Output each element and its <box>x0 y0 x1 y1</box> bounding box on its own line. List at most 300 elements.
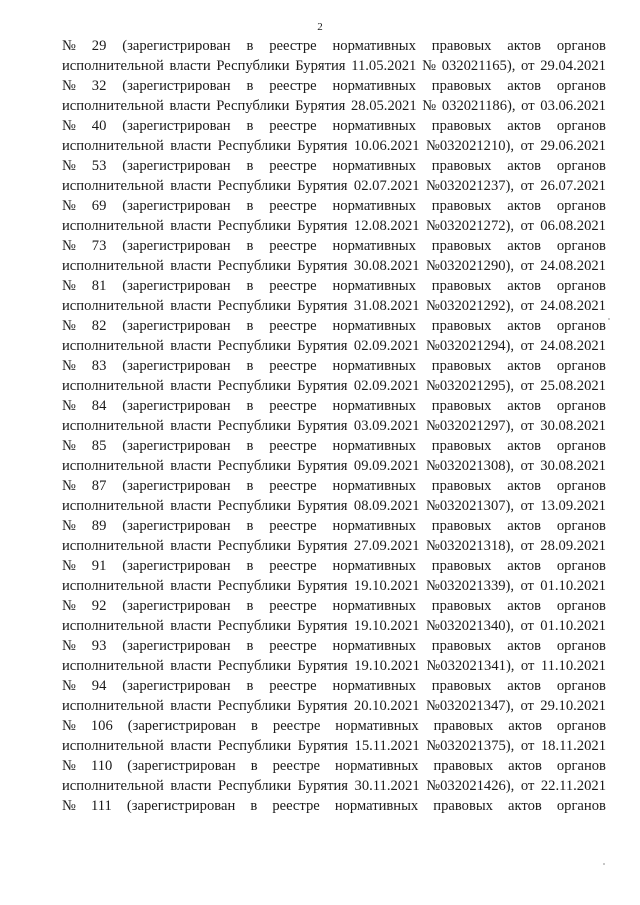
word: исполнительной <box>62 498 164 514</box>
entry-heading-line <box>62 276 606 296</box>
word: № <box>62 358 76 374</box>
word: №032021318), <box>425 538 515 554</box>
word: № <box>422 58 436 74</box>
word: органов <box>556 478 606 494</box>
word: (зарегистрирован <box>122 638 231 654</box>
word: актов <box>507 358 542 374</box>
word: №032021272), <box>425 218 515 234</box>
word: №032021307), <box>425 498 515 514</box>
word: в <box>246 38 254 54</box>
word: №032021340), <box>425 618 515 634</box>
word: (зарегистрирован <box>122 358 231 374</box>
word: Бурятия <box>297 298 348 314</box>
entry-registration-line <box>62 176 606 196</box>
word: власти <box>170 258 212 274</box>
word: исполнительной <box>62 218 164 234</box>
word: реестре <box>272 718 321 734</box>
entry-registration-line <box>62 96 606 116</box>
entry-heading-line <box>62 236 606 256</box>
word: 032021186), <box>441 98 516 114</box>
word: актов <box>508 718 542 734</box>
word: органов <box>556 198 606 214</box>
word: Бурятия <box>297 258 348 274</box>
word: актов <box>507 158 542 174</box>
word: 106 <box>90 718 113 734</box>
word: №032021347), <box>425 698 515 714</box>
word: органов <box>556 558 606 574</box>
word: актов <box>508 798 542 814</box>
entry-heading-line <box>62 76 606 96</box>
word: 89 <box>91 518 107 534</box>
word: правовых <box>431 398 492 414</box>
word: Республики <box>217 458 291 474</box>
entry-registration-line <box>62 496 606 516</box>
entry-heading-line <box>62 716 606 736</box>
document-body <box>62 36 606 816</box>
word: (зарегистрирован <box>127 758 236 774</box>
word: 20.10.2021 <box>353 698 420 714</box>
word: № <box>62 798 76 814</box>
word: от <box>520 778 535 794</box>
word: 30.08.2021 <box>540 458 606 474</box>
word: правовых <box>431 38 492 54</box>
word: органов <box>556 758 606 774</box>
word: правовых <box>431 158 492 174</box>
word: (зарегистрирован <box>122 158 231 174</box>
word: власти <box>170 458 212 474</box>
word: № <box>62 518 76 534</box>
entry-heading-line <box>62 396 606 416</box>
reference-entry <box>62 396 606 436</box>
word: нормативных <box>334 798 419 814</box>
reference-entry <box>62 76 606 116</box>
reference-entry <box>62 116 606 156</box>
word: от <box>520 538 534 554</box>
word: нормативных <box>332 438 416 454</box>
word: №032021294), <box>425 338 515 354</box>
word: правовых <box>431 558 492 574</box>
word: №032021341), <box>426 658 515 674</box>
word: 24.08.2021 <box>540 338 606 354</box>
word: в <box>246 438 254 454</box>
word: власти <box>169 58 211 74</box>
word: 69 <box>91 198 107 214</box>
word: в <box>246 518 254 534</box>
word: 09.09.2021 <box>353 458 420 474</box>
word: власти <box>170 658 212 674</box>
reference-entry <box>62 796 606 816</box>
word: органов <box>556 798 606 814</box>
word: (зарегистрирован <box>122 518 231 534</box>
entry-heading-line <box>62 196 606 216</box>
word: Бурятия <box>297 178 348 194</box>
entry-heading-line <box>62 356 606 376</box>
entry-heading-line <box>62 756 606 776</box>
word: Республики <box>217 658 292 674</box>
word: 27.09.2021 <box>353 538 420 554</box>
word: 15.11.2021 <box>354 738 420 754</box>
word: 10.06.2021 <box>353 138 420 154</box>
word: нормативных <box>332 318 416 334</box>
word: 82 <box>91 318 107 334</box>
word: от <box>521 98 535 114</box>
reference-entry <box>62 436 606 476</box>
word: от <box>520 618 534 634</box>
entry-heading-line <box>62 156 606 176</box>
word: исполнительной <box>62 698 164 714</box>
word: власти <box>170 138 212 154</box>
entry-heading-line <box>62 316 606 336</box>
word: 83 <box>91 358 107 374</box>
word: Республики <box>217 498 291 514</box>
word: актов <box>507 398 542 414</box>
word: 24.08.2021 <box>540 258 606 274</box>
word: актов <box>507 678 542 694</box>
word: органов <box>556 38 606 54</box>
word: исполнительной <box>62 298 164 314</box>
word: правовых <box>431 118 492 134</box>
entry-registration-line <box>62 736 606 756</box>
entry-registration-line <box>62 56 606 76</box>
word: реестре <box>272 758 321 774</box>
entry-registration-line <box>62 136 606 156</box>
word: органов <box>556 158 606 174</box>
word: власти <box>170 218 212 234</box>
word: реестре <box>269 238 317 254</box>
word: в <box>246 78 254 94</box>
word: реестре <box>269 678 317 694</box>
word: органов <box>556 518 606 534</box>
word: № <box>422 98 437 114</box>
word: Республики <box>217 578 291 594</box>
word: №032021375), <box>426 738 515 754</box>
word: 11.10.2021 <box>540 658 606 674</box>
word: правовых <box>431 598 492 614</box>
word: 29.06.2021 <box>540 138 606 154</box>
word: 28.09.2021 <box>540 538 606 554</box>
word: реестре <box>269 318 317 334</box>
word: № <box>62 118 76 134</box>
word: Бурятия <box>297 698 348 714</box>
word: 85 <box>91 438 107 454</box>
page-number: 2 <box>317 21 323 33</box>
word: власти <box>170 338 212 354</box>
word: правовых <box>431 238 492 254</box>
word: Бурятия <box>297 498 348 514</box>
word: нормативных <box>335 718 419 734</box>
word: нормативных <box>332 278 416 294</box>
word: №032021210), <box>425 138 515 154</box>
word: исполнительной <box>62 538 164 554</box>
word: органов <box>556 318 606 334</box>
word: 08.09.2021 <box>353 498 420 514</box>
word: нормативных <box>332 558 416 574</box>
word: 31.08.2021 <box>353 298 420 314</box>
word: в <box>246 478 254 494</box>
word: от <box>520 578 534 594</box>
word: Бурятия <box>297 738 348 754</box>
word: Республики <box>217 338 291 354</box>
word: в <box>246 558 254 574</box>
word: нормативных <box>332 478 416 494</box>
word: (зарегистрирован <box>122 478 231 494</box>
reference-entry <box>62 556 606 596</box>
word: №032021308), <box>425 458 515 474</box>
entry-registration-line <box>62 256 606 276</box>
word: (зарегистрирован <box>122 438 231 454</box>
word: в <box>246 398 254 414</box>
word: актов <box>507 558 542 574</box>
word: 81 <box>91 278 107 294</box>
word: от <box>520 698 534 714</box>
word: 111 <box>91 798 112 814</box>
word: правовых <box>433 718 494 734</box>
word: от <box>520 658 535 674</box>
entry-registration-line <box>62 576 606 596</box>
word: исполнительной <box>62 58 164 74</box>
entry-heading-line <box>62 116 606 136</box>
word: Республики <box>218 738 292 754</box>
word: № <box>62 158 76 174</box>
entry-registration-line <box>62 336 606 356</box>
word: 03.09.2021 <box>353 418 420 434</box>
word: 94 <box>91 678 107 694</box>
reference-entry <box>62 236 606 276</box>
word: органов <box>556 278 606 294</box>
word: органов <box>556 438 606 454</box>
word: власти <box>170 298 212 314</box>
word: (зарегистрирован <box>122 598 231 614</box>
reference-entry <box>62 356 606 396</box>
word: в <box>250 798 258 814</box>
word: власти <box>170 578 212 594</box>
word: актов <box>507 598 542 614</box>
word: нормативных <box>332 678 416 694</box>
word: исполнительной <box>62 618 164 634</box>
word: № <box>62 318 76 334</box>
word: 01.10.2021 <box>540 618 606 634</box>
word: в <box>246 238 254 254</box>
word: актов <box>507 238 542 254</box>
word: (зарегистрирован <box>127 718 237 734</box>
word: исполнительной <box>62 658 164 674</box>
word: (зарегистрирован <box>122 38 231 54</box>
word: актов <box>507 118 542 134</box>
scan-speck <box>603 863 605 865</box>
word: реестре <box>269 78 317 94</box>
word: актов <box>507 278 542 294</box>
word: №032021290), <box>425 258 515 274</box>
entry-heading-line <box>62 436 606 456</box>
word: нормативных <box>332 198 416 214</box>
reference-entry <box>62 276 606 316</box>
word: исполнительной <box>62 338 164 354</box>
word: Республики <box>217 618 291 634</box>
entry-heading-line <box>62 796 606 816</box>
word: 032021165), <box>441 58 516 74</box>
word: № <box>62 38 76 54</box>
word: Бурятия <box>297 138 348 154</box>
word: в <box>246 198 254 214</box>
word: 30.08.2021 <box>353 258 420 274</box>
reference-entry <box>62 596 606 636</box>
word: органов <box>556 78 606 94</box>
word: 29.10.2021 <box>540 698 606 714</box>
word: (зарегистрирован <box>122 318 231 334</box>
word: органов <box>556 358 606 374</box>
word: 18.11.2021 <box>540 738 606 754</box>
word: актов <box>507 198 542 214</box>
reference-entry <box>62 196 606 236</box>
word: нормативных <box>332 78 416 94</box>
word: органов <box>556 638 606 654</box>
entry-registration-line <box>62 416 606 436</box>
word: исполнительной <box>62 378 164 394</box>
entry-registration-line <box>62 776 606 796</box>
word: правовых <box>431 358 492 374</box>
word: 24.08.2021 <box>540 298 606 314</box>
word: 06.08.2021 <box>540 218 606 234</box>
word: (зарегистрирован <box>122 78 231 94</box>
entry-heading-line <box>62 596 606 616</box>
word: Республики <box>217 418 291 434</box>
word: 22.11.2021 <box>540 778 606 794</box>
word: 12.08.2021 <box>353 218 420 234</box>
entry-heading-line <box>62 676 606 696</box>
word: Бурятия <box>297 458 348 474</box>
word: №032021292), <box>425 298 515 314</box>
word: 03.06.2021 <box>540 98 606 114</box>
word: от <box>520 458 534 474</box>
word: в <box>251 718 258 734</box>
word: Республики <box>217 538 291 554</box>
word: 92 <box>91 598 107 614</box>
word: правовых <box>431 198 492 214</box>
reference-entry <box>62 476 606 516</box>
word: 01.10.2021 <box>540 578 606 594</box>
word: исполнительной <box>62 458 164 474</box>
word: актов <box>507 318 542 334</box>
word: Республики <box>217 698 291 714</box>
word: Республики <box>217 138 291 154</box>
word: правовых <box>431 638 492 654</box>
word: актов <box>507 78 542 94</box>
word: № <box>62 598 76 614</box>
reference-entry <box>62 516 606 556</box>
word: нормативных <box>335 758 419 774</box>
word: исполнительной <box>62 578 164 594</box>
word: власти <box>170 538 212 554</box>
entry-registration-line <box>62 216 606 236</box>
word: нормативных <box>332 118 416 134</box>
word: власти <box>170 498 212 514</box>
word: реестре <box>269 38 317 54</box>
reference-entry <box>62 36 606 76</box>
word: реестре <box>269 518 317 534</box>
word: №032021237), <box>425 178 515 194</box>
word: власти <box>170 618 212 634</box>
word: актов <box>507 638 542 654</box>
word: Республики <box>218 778 292 794</box>
word: 73 <box>91 238 107 254</box>
entry-heading-line <box>62 476 606 496</box>
word: в <box>246 278 254 294</box>
word: Бурятия <box>297 658 348 674</box>
word: 87 <box>91 478 107 494</box>
word: Республики <box>216 58 290 74</box>
reference-entry <box>62 676 606 716</box>
word: актов <box>508 758 542 774</box>
word: 25.08.2021 <box>540 378 606 394</box>
word: в <box>246 158 254 174</box>
word: в <box>246 678 254 694</box>
word: реестре <box>269 478 317 494</box>
word: от <box>520 178 534 194</box>
word: нормативных <box>332 358 416 374</box>
word: 30.11.2021 <box>354 778 420 794</box>
word: № <box>62 438 76 454</box>
word: 40 <box>91 118 107 134</box>
word: Бурятия <box>297 338 348 354</box>
word: в <box>246 638 254 654</box>
word: № <box>62 638 76 654</box>
word: от <box>520 298 534 314</box>
word: № <box>62 198 76 214</box>
word: правовых <box>431 78 492 94</box>
word: органов <box>556 678 606 694</box>
word: власти <box>170 698 212 714</box>
word: Республики <box>217 378 291 394</box>
word: исполнительной <box>62 418 164 434</box>
word: 26.07.2021 <box>540 178 606 194</box>
word: (зарегистрирован <box>122 238 231 254</box>
word: 19.10.2021 <box>354 658 420 674</box>
word: нормативных <box>332 238 416 254</box>
word: нормативных <box>332 598 416 614</box>
word: в <box>246 598 254 614</box>
word: органов <box>556 598 606 614</box>
entry-registration-line <box>62 696 606 716</box>
word: власти <box>170 378 212 394</box>
word: нормативных <box>332 398 416 414</box>
word: власти <box>170 418 212 434</box>
word: реестре <box>269 638 317 654</box>
word: актов <box>507 518 542 534</box>
word: № <box>62 478 76 494</box>
word: правовых <box>431 278 492 294</box>
word: правовых <box>431 478 492 494</box>
word: нормативных <box>332 638 416 654</box>
word: 110 <box>90 758 113 774</box>
word: № <box>62 758 76 774</box>
word: правовых <box>431 518 492 534</box>
word: реестре <box>269 358 317 374</box>
word: нормативных <box>332 38 416 54</box>
word: актов <box>507 438 542 454</box>
word: органов <box>556 718 606 734</box>
word: Бурятия <box>295 58 346 74</box>
word: власти <box>169 98 211 114</box>
word: Бурятия <box>297 538 348 554</box>
word: в <box>246 358 254 374</box>
word: власти <box>170 778 212 794</box>
word: 02.09.2021 <box>353 378 420 394</box>
word: (зарегистрирован <box>122 398 231 414</box>
word: исполнительной <box>62 178 164 194</box>
word: Республики <box>216 98 290 114</box>
entry-registration-line <box>62 376 606 396</box>
word: Бурятия <box>297 378 348 394</box>
